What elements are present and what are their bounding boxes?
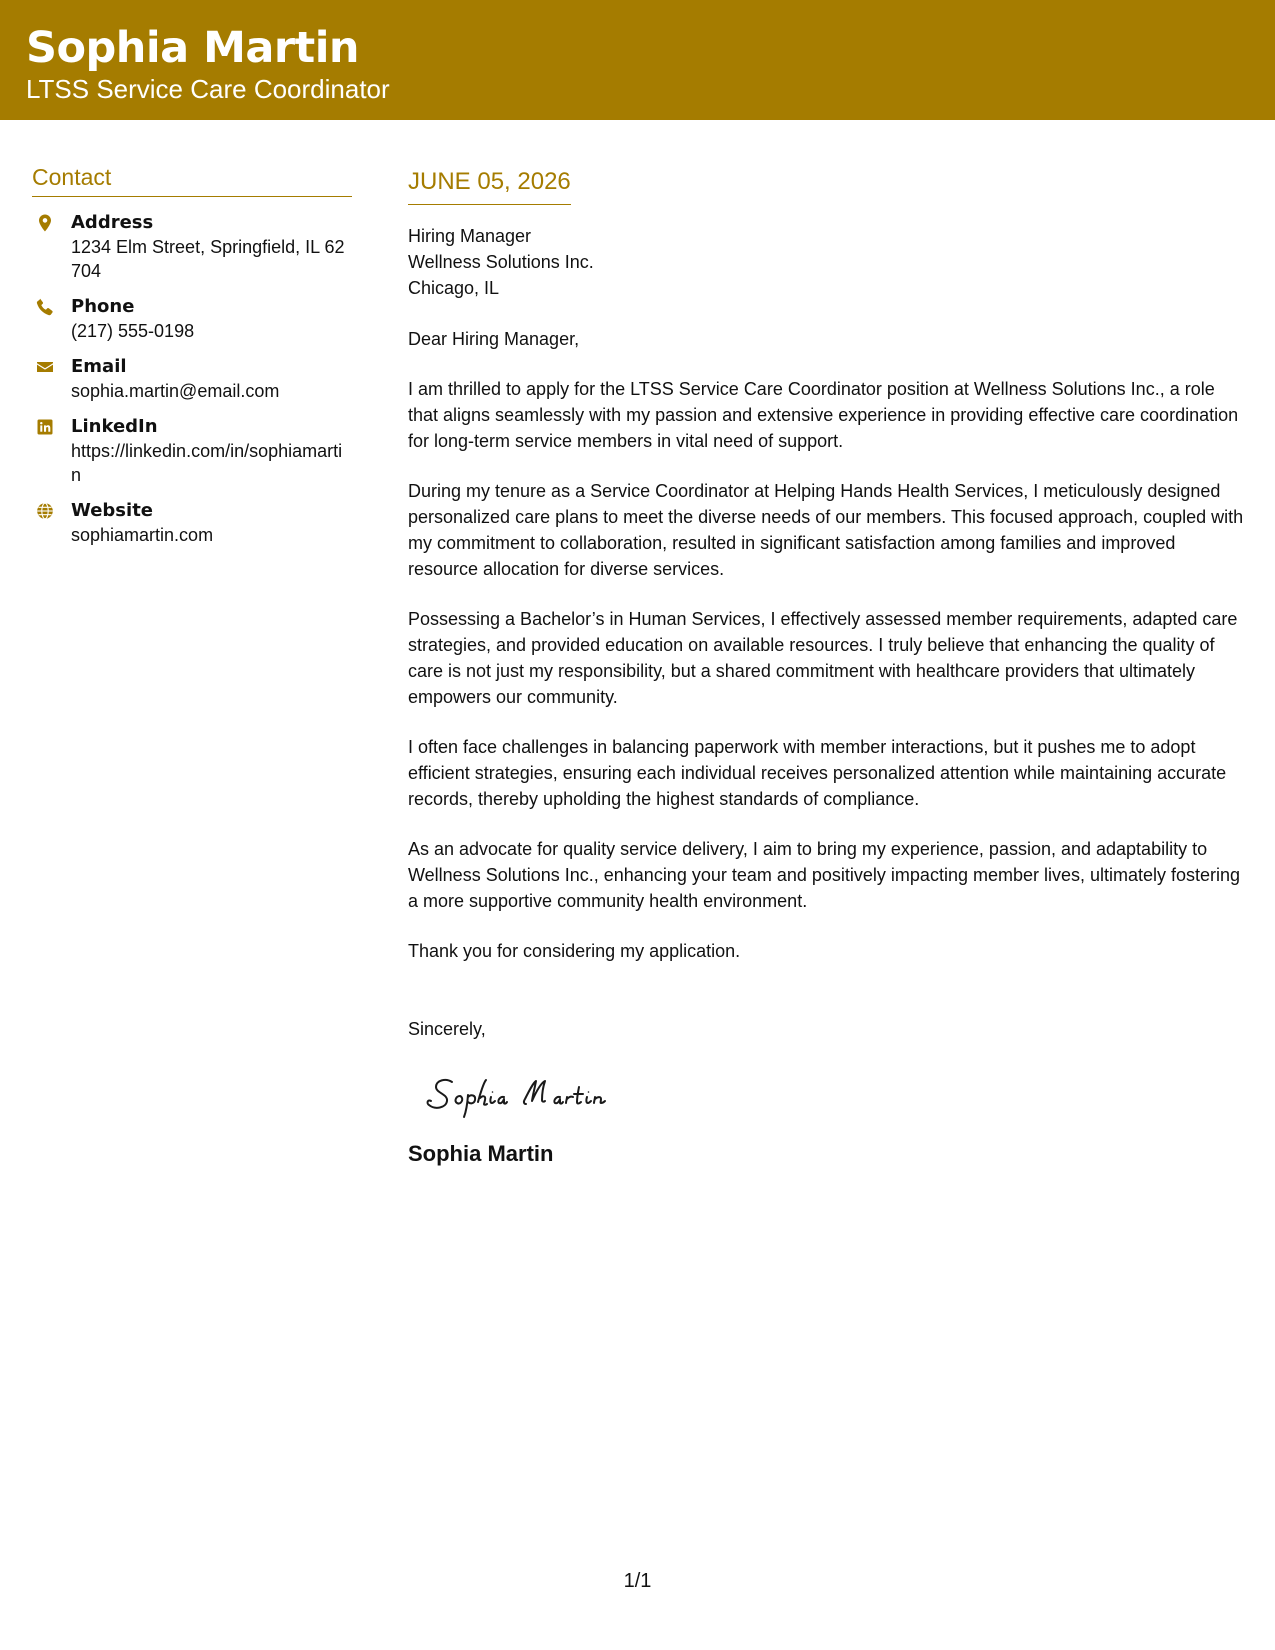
letter-body xyxy=(408,166,1248,1168)
contact-label: Address xyxy=(71,212,154,233)
envelope-icon xyxy=(35,357,55,377)
letter-paragraph: I often face challenges in balancing paperwork with member interactions, but it pushes me to adopt efficient strategies, ensuring each individual receives personalized attention while maintaining accurate records, thereby upholding the highest standards of compliance. xyxy=(408,737,1227,809)
contact-sidebar xyxy=(32,162,352,559)
recipient-line: Hiring Manager xyxy=(408,226,532,246)
map-pin-icon xyxy=(35,213,55,233)
contact-label: Email xyxy=(71,356,127,377)
website-value[interactable]: sophiamartin.com xyxy=(71,525,214,545)
salutation: Dear Hiring Manager, xyxy=(408,329,580,349)
letter-paragraph: I am thrilled to apply for the LTSS Service Care Coordinator position at Wellness Solutions Inc., a role that aligns seamlessly with my passion and extensive experience in providing effective care coordination for long-term service members in vital need of support. xyxy=(408,379,1239,451)
letter-date: JUNE 05, 2026 xyxy=(408,166,571,205)
contact-item-phone xyxy=(32,295,352,343)
recipient-block xyxy=(408,223,1248,301)
letter-paragraph: Thank you for considering my application. xyxy=(408,941,741,961)
phone-value: (217) 555-0198 xyxy=(71,321,195,341)
contact-label: Website xyxy=(71,500,154,521)
job-title: LTSS Service Care Coordinator xyxy=(26,74,390,104)
address-value: 1234 Elm Street, Springfield, IL 62704 xyxy=(71,237,345,281)
closing: Sincerely, xyxy=(408,1019,486,1039)
contact-item-website xyxy=(32,499,352,547)
contact-item-address xyxy=(32,211,352,283)
letter-paragraph: As an advocate for quality service delivery, I aim to bring my experience, passion, and adaptability to Wellness Solutions Inc., enhancing your team and positively impacting member lives, ultimately fostering a more supportive community health environment. xyxy=(408,839,1241,911)
linkedin-icon xyxy=(35,417,55,437)
page-number: 1/1 xyxy=(623,1570,652,1592)
contact-label: LinkedIn xyxy=(71,416,158,437)
recipient-line: Wellness Solutions Inc. xyxy=(408,252,594,272)
recipient-line: Chicago, IL xyxy=(408,278,500,298)
contact-item-email xyxy=(32,355,352,403)
email-value: sophia.martin@email.com xyxy=(71,381,280,401)
contact-section-title: Contact xyxy=(32,162,352,197)
contact-list xyxy=(32,211,352,547)
globe-icon xyxy=(35,501,55,521)
applicant-name: Sophia Martin xyxy=(26,23,360,73)
linkedin-value[interactable]: https://linkedin.com/in/sophiamartin xyxy=(71,441,343,485)
contact-label: Phone xyxy=(71,296,135,317)
signature-drawing xyxy=(422,1068,662,1128)
phone-icon xyxy=(35,297,55,317)
letter-paragraph: During my tenure as a Service Coordinator at Helping Hands Health Services, I meticulously designed personalized care plans to meet the diverse needs of our members. This focused approach, coupled with my commitment to collaboration, resulted in significant satisfaction among families and improved resource allocation for diverse services. xyxy=(408,481,1244,579)
header-banner xyxy=(0,0,1275,120)
signed-name: Sophia Martin xyxy=(408,1141,554,1166)
letter-paragraph: Possessing a Bachelor’s in Human Services, I effectively assessed member requirements, adapted care strategies, and provided education on available resources. I truly believe that enhancing the quality of care is not just my responsibility, but a shared commitment with healthcare providers that ultimately empowers our community. xyxy=(408,609,1238,707)
handwritten-signature xyxy=(422,1068,682,1128)
contact-item-linkedin xyxy=(32,415,352,487)
